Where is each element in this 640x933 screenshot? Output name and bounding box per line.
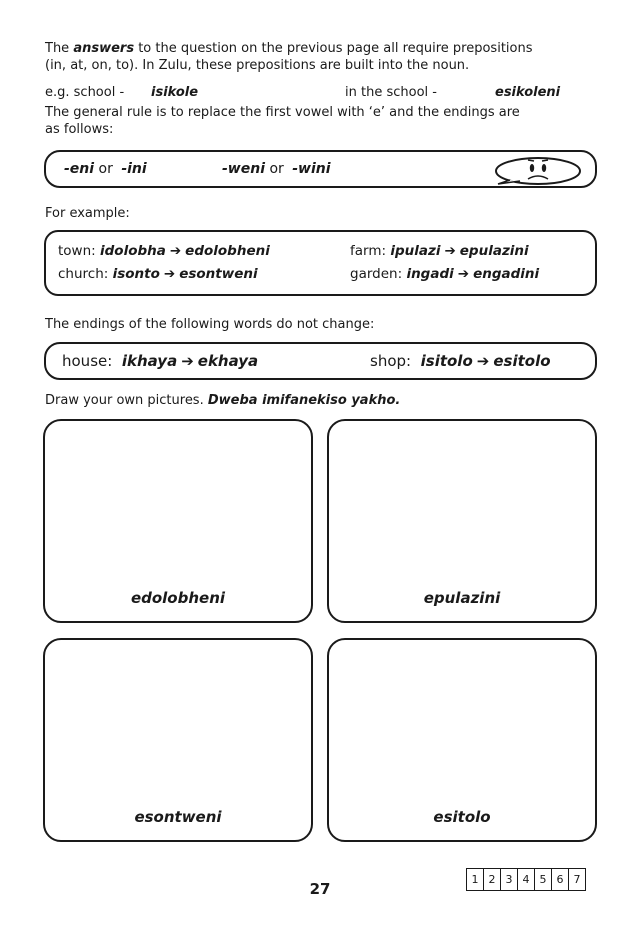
example-to: edolobheni — [185, 243, 270, 259]
picture-label: epulazini — [423, 589, 501, 607]
example-farm — [350, 243, 529, 260]
example-to: ekhaya — [197, 352, 259, 370]
example-from: ikhaya — [121, 352, 178, 370]
picture-label: esitolo — [433, 808, 491, 826]
example-label: in the school - — [345, 85, 437, 100]
arrow-right-icon: ➔ — [163, 266, 176, 282]
picture-label: esontweni — [134, 808, 222, 826]
example-word: isikole — [151, 85, 199, 100]
picture-box-church[interactable] — [43, 638, 313, 842]
arrow-right-icon: ➔ — [444, 243, 456, 259]
page-navigator — [466, 868, 586, 891]
example-label: e.g. school - — [45, 85, 125, 100]
nochange-heading: The endings of the following words do not change: — [45, 317, 375, 332]
example-label: house: — [62, 352, 122, 370]
ending: -weni — [222, 161, 266, 177]
picture-box-farm[interactable] — [327, 419, 597, 623]
example-line — [45, 84, 605, 101]
for-example-heading: For example: — [45, 206, 130, 221]
picture-box-town[interactable] — [43, 419, 313, 623]
example-label: town: — [58, 243, 100, 259]
example-from: isitolo — [420, 352, 473, 370]
intro-paragraph — [45, 40, 605, 74]
arrow-right-icon: ➔ — [181, 352, 194, 370]
endings-box — [44, 150, 597, 188]
page-nav-item[interactable]: 5 — [535, 869, 552, 890]
worried-face-icon — [490, 154, 586, 186]
intro-text: to the question on the previous page all require prepositions — [134, 41, 533, 56]
intro-emphasis: answers — [73, 41, 135, 56]
page-nav-item[interactable]: 3 — [501, 869, 518, 890]
page-nav-item[interactable]: 4 — [518, 869, 535, 890]
example-to: esitolo — [493, 352, 551, 370]
nochange-box — [44, 342, 597, 380]
example-garden — [350, 266, 539, 283]
example-town — [58, 243, 270, 260]
arrow-right-icon: ➔ — [476, 352, 490, 370]
intro-text: (in, at, on, to). In Zulu, these prepositions are built into the noun. — [45, 58, 470, 73]
example-to: engadini — [473, 266, 540, 282]
example-word: esikoleni — [495, 85, 561, 100]
example-from: isonto — [112, 266, 160, 282]
page-nav-item[interactable]: 6 — [552, 869, 569, 890]
example-to: esontweni — [179, 266, 258, 282]
arrow-right-icon: ➔ — [169, 243, 182, 259]
example-label: church: — [58, 266, 113, 282]
ending: -ini — [121, 161, 147, 177]
draw-text: Draw your own pictures. — [45, 393, 208, 408]
ending: -eni — [64, 161, 95, 177]
page-number: 27 — [309, 880, 331, 898]
example-to: epulazini — [459, 243, 529, 259]
example-label: garden: — [350, 266, 407, 282]
example-church — [58, 266, 258, 283]
picture-label: edolobheni — [130, 589, 226, 607]
example-from: ingadi — [406, 266, 454, 282]
endings-group-1 — [64, 161, 147, 177]
rule-text: The general rule is to replace the first vowel with ‘e’ and the endings are — [45, 105, 520, 120]
page-nav-item[interactable]: 7 — [573, 873, 581, 886]
intro-text: The — [45, 41, 74, 56]
rule-paragraph — [45, 104, 605, 138]
picture-box-shop[interactable] — [327, 638, 597, 842]
example-from: idolobha — [100, 243, 166, 259]
endings-group-2 — [222, 161, 331, 177]
arrow-right-icon: ➔ — [457, 266, 470, 282]
draw-text-zulu: Dweba imifanekiso yakho. — [207, 393, 401, 408]
rule-text: as follows: — [45, 122, 114, 137]
nochange-shop — [370, 353, 551, 370]
nochange-house — [62, 353, 258, 370]
examples-box — [44, 230, 597, 296]
draw-instruction — [45, 392, 400, 409]
page-nav-item[interactable]: 2 — [484, 869, 501, 890]
page-nav-item[interactable]: 1 — [467, 869, 484, 890]
example-label: shop: — [370, 352, 421, 370]
example-from: ipulazi — [390, 243, 441, 259]
example-label: farm: — [350, 243, 391, 259]
ending: -wini — [292, 161, 331, 177]
or-text: or — [265, 161, 289, 177]
or-text: or — [94, 161, 118, 177]
